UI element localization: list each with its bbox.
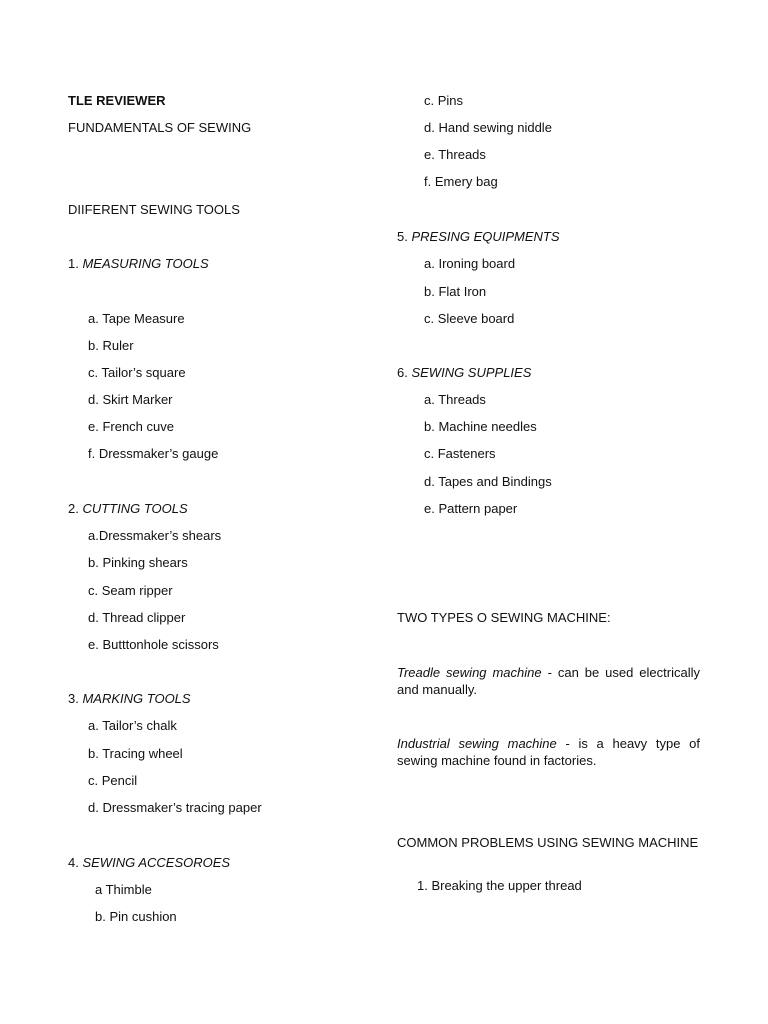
document-title: TLE REVIEWER	[68, 93, 166, 108]
list-item: b. Pinking shears	[88, 555, 188, 570]
section-heading: DIIFERENT SEWING TOOLS	[68, 202, 240, 217]
list-item: a. Ironing board	[424, 256, 516, 271]
list-item: f. Dressmaker’s gauge	[88, 446, 219, 461]
heading-number: 1.	[68, 256, 79, 271]
list-item: e. Butttonhole scissors	[88, 637, 219, 652]
list-item: b. Ruler	[88, 338, 134, 353]
heading-number: 2.	[68, 501, 79, 516]
list-item: e. Threads	[424, 147, 486, 162]
treadle-label: Treadle sewing machine	[397, 665, 542, 680]
list-item: b. Tracing wheel	[88, 746, 183, 761]
heading-title: PRESING EQUIPMENTS	[411, 229, 560, 244]
industrial-label: Industrial sewing machine	[397, 736, 557, 751]
machines-heading: TWO TYPES O SEWING MACHINE:	[397, 610, 611, 625]
list-item: c. Pencil	[88, 773, 138, 788]
list-item: d. Dressmaker’s tracing paper	[88, 800, 262, 815]
list-item: e. French cuve	[88, 419, 174, 434]
list-item: a.Dressmaker’s shears	[88, 528, 222, 543]
list-item: d. Thread clipper	[88, 610, 186, 625]
heading-number: 3.	[68, 691, 79, 706]
list-item: a. Threads	[424, 392, 486, 407]
heading-title: SEWING ACCESOROES	[82, 855, 231, 870]
list-item: c. Sleeve board	[424, 311, 515, 326]
heading-title: SEWING SUPPLIES	[411, 365, 532, 380]
list-item: a. Tape Measure	[88, 311, 185, 326]
heading-number: 4.	[68, 855, 79, 870]
cutting-tools-heading	[68, 501, 188, 517]
heading-title: MEASURING TOOLS	[82, 256, 209, 271]
marking-tools-heading	[68, 691, 191, 707]
list-item: c. Seam ripper	[88, 583, 173, 598]
document-subtitle: FUNDAMENTALS OF SEWING	[68, 120, 252, 135]
list-item: c. Fasteners	[424, 446, 496, 461]
sewing-supplies-heading	[397, 365, 531, 381]
problems-heading: COMMON PROBLEMS USING SEWING MACHINE	[397, 835, 699, 850]
list-item: c. Tailor’s square	[88, 365, 186, 380]
list-item: d. Skirt Marker	[88, 392, 173, 407]
treadle-paragraph	[397, 664, 700, 698]
heading-number: 6.	[397, 365, 408, 380]
list-item: 1. Breaking the upper thread	[417, 878, 582, 893]
list-item: b. Flat Iron	[424, 284, 487, 299]
heading-number: 5.	[397, 229, 408, 244]
industrial-paragraph	[397, 735, 700, 769]
list-item: a Thimble	[95, 882, 152, 897]
pressing-equipments-heading	[397, 229, 560, 245]
list-item: b. Machine needles	[424, 419, 537, 434]
list-item: a. Tailor’s chalk	[88, 718, 177, 733]
list-item: e. Pattern paper	[424, 501, 518, 516]
treadle-text: - can be used electrically and manually.	[397, 665, 700, 697]
measuring-tools-heading	[68, 256, 209, 272]
list-item: d. Hand sewing niddle	[424, 120, 552, 135]
list-item: c. Pins	[424, 93, 464, 108]
list-item: b. Pin cushion	[95, 909, 177, 924]
industrial-text: - is a heavy type of sewing machine found in factories.	[397, 736, 700, 768]
sewing-accessories-heading	[68, 855, 230, 871]
heading-title: CUTTING TOOLS	[82, 501, 188, 516]
list-item: d. Tapes and Bindings	[424, 474, 552, 489]
heading-title: MARKING TOOLS	[82, 691, 191, 706]
list-item: f. Emery bag	[424, 174, 498, 189]
